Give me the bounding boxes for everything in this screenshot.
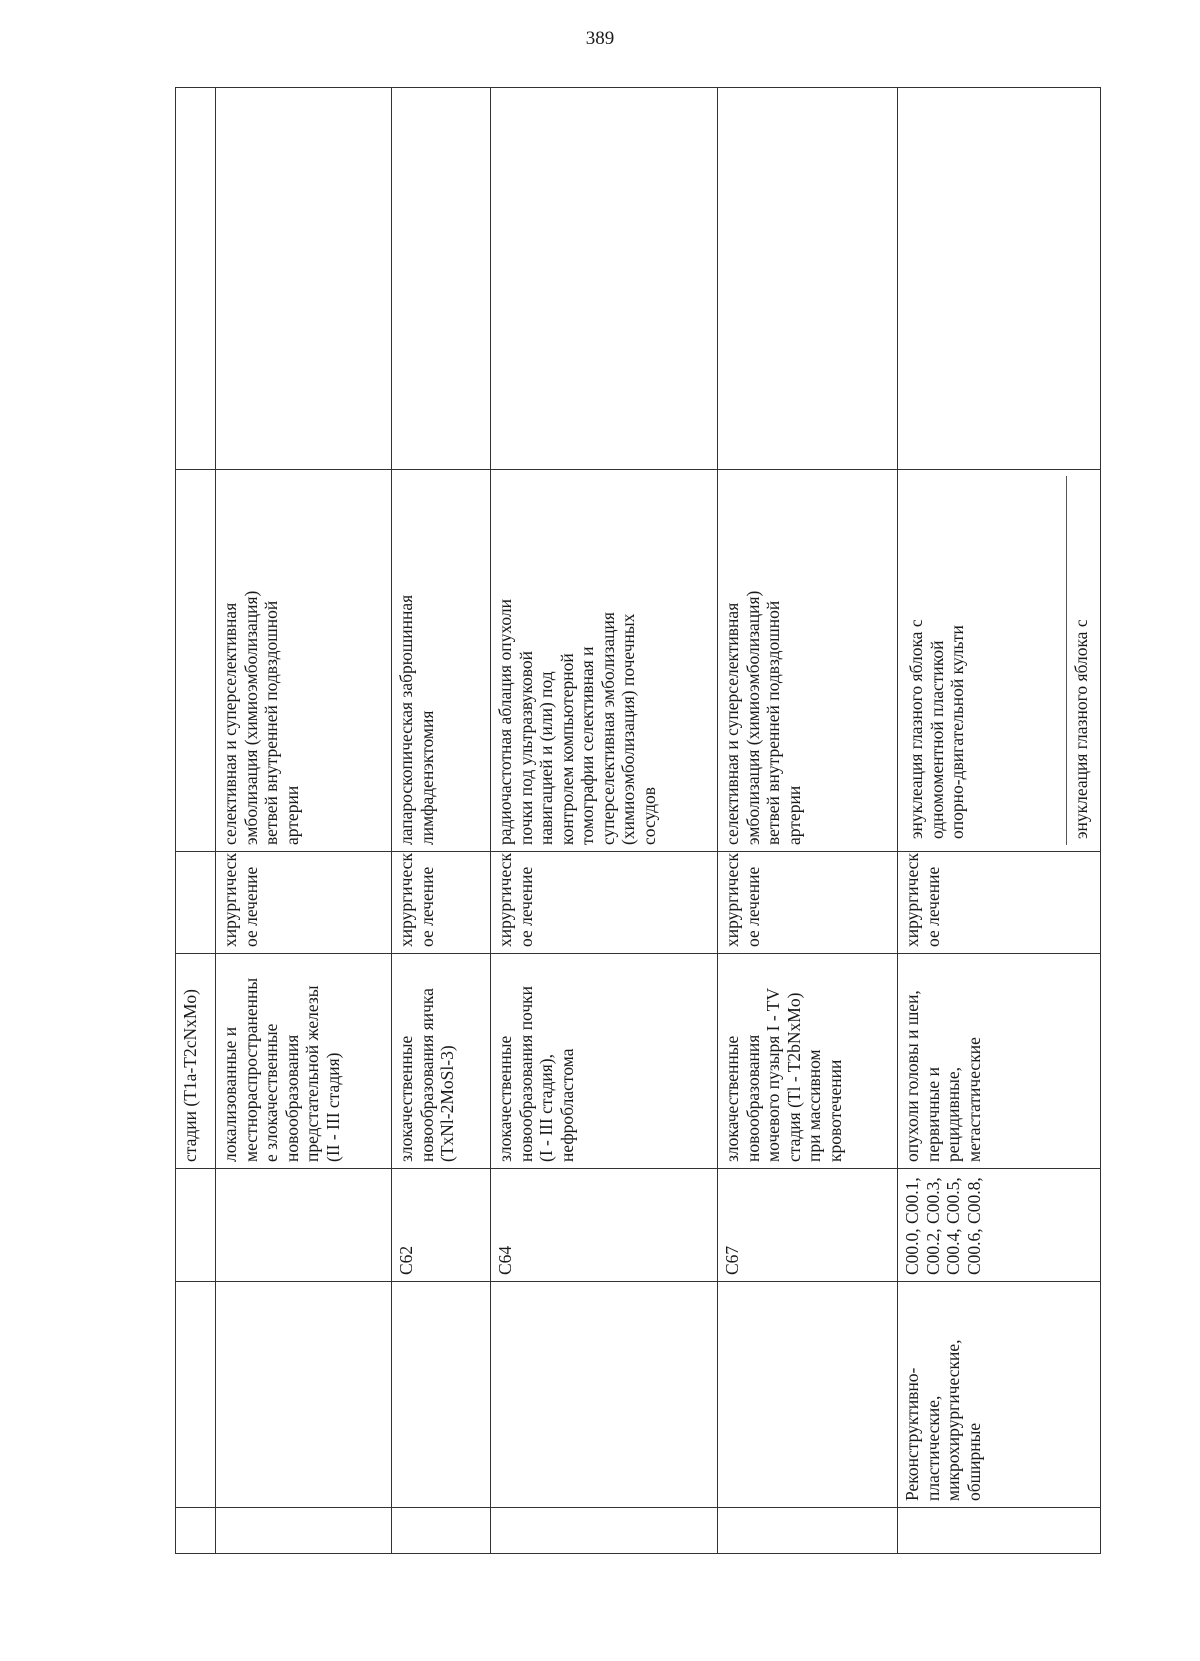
cell-method-split bbox=[898, 470, 1101, 852]
cell-method: селективная и суперселективная эмболизация (химиоэмболизация) ветвей внутренней подвздошной артерии bbox=[718, 470, 898, 852]
page-number: 389 bbox=[585, 28, 615, 49]
cell-model: стадии (Т1а-T2cNxMo) bbox=[176, 954, 216, 1169]
cell-cost bbox=[718, 88, 898, 470]
cell-group: Реконструктивно- пластические, микрохирургические, обширные bbox=[898, 1282, 1101, 1508]
cell-method: радиочастотная аблация опухоли почки под ультразвуковой навигацией и (или) под контролем компьютерной томографии селективная и суперселективная эмболизация (химиоэмболизация) почечных сосудов bbox=[491, 470, 718, 852]
table-row bbox=[491, 88, 718, 1554]
cell-model: злокачественные новообразования почки (I - III стадия), нефробластома bbox=[491, 954, 718, 1169]
cell-cost bbox=[216, 88, 392, 470]
cell-group bbox=[216, 1282, 392, 1508]
cell-treatment: хирургическ ое лечение bbox=[718, 852, 898, 954]
cell-treatment: хирургическ ое лечение bbox=[898, 852, 1101, 954]
cell-icd: C62 bbox=[392, 1169, 491, 1282]
cell-number bbox=[176, 1508, 216, 1554]
cell-number bbox=[898, 1508, 1101, 1554]
cell-icd: C00.0, C00.1, C00.2, C00.3, C00.4, C00.5, C00.6, C00.8, bbox=[898, 1169, 1101, 1282]
table-row bbox=[216, 88, 392, 1554]
cell-method bbox=[176, 470, 216, 852]
cell-model: локализованные и местнораспространенны е злокачественные новообразования предстательной железы (II - III стадия) bbox=[216, 954, 392, 1169]
table-row bbox=[392, 88, 491, 1554]
cell-group bbox=[718, 1282, 898, 1508]
services-table bbox=[175, 87, 1101, 1554]
cell-group bbox=[491, 1282, 718, 1508]
method-top: энуклеация глазного яблока с одномоментной пластикой опорно-двигательной культи bbox=[902, 476, 1067, 845]
cell-icd: C67 bbox=[718, 1169, 898, 1282]
method-bottom: энуклеация глазного яблока с bbox=[1071, 619, 1091, 839]
cell-treatment: хирургическ ое лечение bbox=[216, 852, 392, 954]
table-wrapper bbox=[175, 88, 1090, 1554]
table-row bbox=[898, 88, 1101, 1554]
cell-cost bbox=[491, 88, 718, 470]
cell-number bbox=[392, 1508, 491, 1554]
cell-group bbox=[392, 1282, 491, 1508]
cell-icd bbox=[176, 1169, 216, 1282]
cell-treatment bbox=[176, 852, 216, 954]
cell-treatment: хирургическ ое лечение bbox=[392, 852, 491, 954]
cell-icd bbox=[216, 1169, 392, 1282]
cell-cost bbox=[392, 88, 491, 470]
cell-method: селективная и суперселективная эмболизация (химиоэмболизация) ветвей внутренней подвздошной артерии bbox=[216, 470, 392, 852]
cell-cost bbox=[898, 88, 1101, 470]
cell-method: лапароскопическая забрюшинная лимфаденэктомия bbox=[392, 470, 491, 852]
cell-treatment: хирургическ ое лечение bbox=[491, 852, 718, 954]
table-row bbox=[718, 88, 898, 1554]
cell-number bbox=[718, 1508, 898, 1554]
table-row bbox=[176, 88, 216, 1554]
cell-number bbox=[491, 1508, 718, 1554]
cell-cost bbox=[176, 88, 216, 470]
cell-number bbox=[216, 1508, 392, 1554]
rotated-table-frame bbox=[175, 88, 1090, 1554]
cell-icd: C64 bbox=[491, 1169, 718, 1282]
cell-model: опухоли головы и шеи, первичные и рецидивные, метастатические bbox=[898, 954, 1101, 1169]
cell-model: злокачественные новообразования яичка (TxNl-2MoSl-3) bbox=[392, 954, 491, 1169]
cell-model: злокачественные новообразования мочевого пузыря I - TV стадия (Tl - T2bNxMo) при массивном кровотечении bbox=[718, 954, 898, 1169]
cell-group bbox=[176, 1282, 216, 1508]
